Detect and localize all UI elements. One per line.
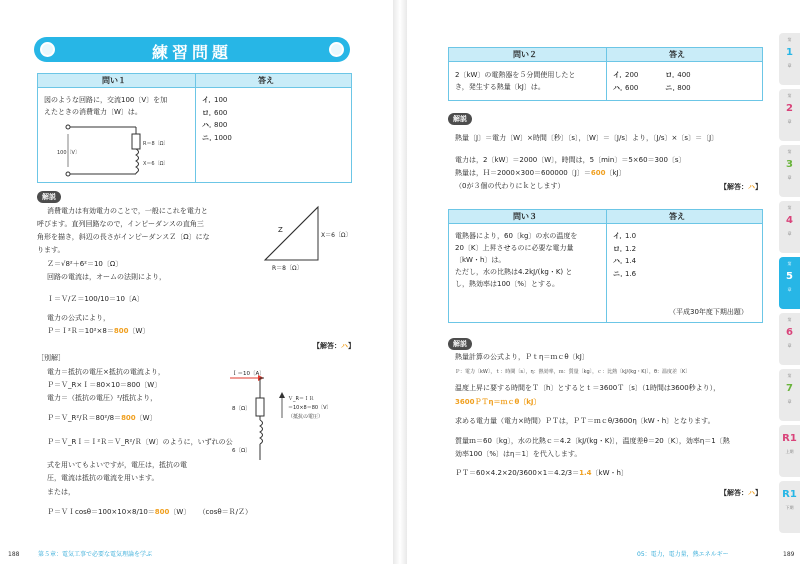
svg-text:8〔Ω〕: 8〔Ω〕: [232, 406, 251, 412]
left-page: 練習問題 問い１ 答え 図のような回路に，交流100〔V〕を加 えたときの消費電力〔W〕は。 100〔V〕 R＝8〔Ω〕 X＝6〔Ω〕 イ．100 ロ．600 ハ．800 ニ．1000 解説 消費電力は有効電力のことで，一般にこれを電力と 呼びます。直列回路なので，インピーダンスの直角三 角形を描き，斜辺の長さがインピーダンスＺ〔Ω〕にな ります。 Z X＝6〔Ω〕 R＝8〔Ω〕 Ｚ＝√8²＋6²＝10〔Ω〕 回路の電流は，オームの法則により， Ｉ＝Ｖ/Ｚ＝100/10＝10〔A〕 電力の公式により， Ｐ＝Ｉ²Ｒ＝10²×8＝800〔W〕 【解答：ハ】 ［別解］ 電力＝抵抗の電圧×抵抗の電流より， Ｐ＝Ｖ_R×Ｉ＝80×10＝800〔W〕 電力＝（抵抗の電圧）²/抵抗より， Ｐ＝Ｖ_R²/Ｒ＝80²/8＝800〔W〕 Ｐ＝Ｖ_RＩ＝Ｉ²Ｒ＝Ｖ_R²/Ｒ〔W〕のように，いずれの公 式を用いてもよいですが，電圧は，抵抗の電 圧，電流は抵抗の電流を用います。 または， Ｐ＝ＶＩcosθ＝100×10×8/10＝800〔W〕 （cosθ＝Ｒ/Ｚ） Ｉ＝10〔A〕 8〔Ω〕 6〔Ω〕 Ｖ_R＝ＩＲ ＝10×8＝80〔V〕 （抵抗の電圧） 188 第５章：電気工事で必要な電気理論を学ぶ: [0, 0, 393, 564]
choice: ハ．800: [202, 121, 228, 129]
question-2-text: 2〔kW〕の電熱器を５分間使用したと き，発生する熱量〔kJ〕は。: [455, 71, 576, 91]
chapter-tab-r1-first-half[interactable]: R1 上期: [779, 425, 800, 477]
svg-text:6〔Ω〕: 6〔Ω〕: [232, 448, 251, 454]
right-page: 問い２ 答え 2〔kW〕の電熱器を５分間使用したと き，発生する熱量〔kJ〕は。 イ．200 ロ．400 ハ．600 ニ．800 解説 熱量〔J〕＝電力〔W〕×時間〔秒〕〔s〕，〔W〕＝〔J/s〕より，〔J/s〕×〔s〕＝〔J〕 電力は，2〔kW〕＝2000〔W〕，時間は，5〔min〕＝5×60＝300〔s〕 熱量は，Ｈ＝2000×300＝600000〔J〕＝600〔kJ〕 （0が３個の代わりにｋとします） 【解答：ハ】 問い３ 答え 電熱器により，60〔kg〕の水の温度を 20〔K〕上昇させるのに必要な電力量 〔kW・h〕は。 ただし，水の比熱は4.2kJ/(kg・K) と し，熱効率は100〔%〕とする。 イ．1.0 ロ．1.2 ハ．1.4 ニ．1.6 （平成30年度下期出題） 解説 熱量計算の公式より，Ｐｔη＝ｍｃθ〔kJ〕 Ｐ：電力〔kW〕，ｔ：時間〔s〕，η：熱効率，ｍ：質量〔kg〕，ｃ：比熱〔kJ/(kg・K)〕，θ：温度差〔K〕 温度上昇に要する時間をＴ〔h〕とするとｔ＝3600Ｔ〔s〕（1時間は3600秒より）， 3600ＰＴη＝ｍｃθ〔kJ〕 求める電力量（電力×時間）ＰＴは，ＰＴ＝ｍｃθ/3600η〔kW・h〕となります。 質量ｍ＝60〔kg〕，水の比熱ｃ＝4.2〔kJ/(kg・K)〕，温度差θ＝20〔K〕，効率η＝1〔熱 効率100〔%〕はη＝1〕を代入します。 ＰＴ＝60×4.2×20/3600×1＝4.2/3＝1.4〔kW・h〕 【解答：ハ】 05：電力，電力量，熱エネルギー 189: [407, 0, 800, 564]
alternate-circuit-diagram: [228, 368, 358, 468]
q1-x-label: X＝6〔Ω〕: [143, 161, 169, 167]
question-3-choices: イ．1.0 ロ．1.2 ハ．1.4 ニ．1.6: [613, 232, 637, 278]
svg-text:Ｉ＝10〔A〕: Ｉ＝10〔A〕: [232, 371, 265, 377]
svg-text:R＝8〔Ω〕: R＝8〔Ω〕: [272, 265, 303, 272]
chapter-tab-2[interactable]: 第 2 章: [779, 89, 800, 141]
chapter-tab-5[interactable]: 第 5 章: [779, 257, 800, 309]
question-1-text: 図のような回路に，交流100〔V〕を加 えたときの消費電力〔W〕は。: [44, 96, 168, 116]
answer-2: 【解答：ハ】: [720, 183, 762, 191]
chapter-tab-4[interactable]: 第 4 章: [779, 201, 800, 253]
question-3-title: 問い３: [513, 212, 537, 221]
footer-left: 第５章：電気工事で必要な電気理論を学ぶ: [38, 551, 153, 558]
q1-voltage-label: 100〔V〕: [57, 150, 80, 156]
answer-3: 【解答：ハ】: [720, 489, 762, 497]
explanation-label: 解説: [448, 113, 472, 125]
answer-header: 答え: [669, 212, 685, 221]
footer-right: 05：電力，電力量，熱エネルギー: [637, 551, 729, 558]
chapter-tab-7[interactable]: 第 7 章: [779, 369, 800, 421]
answer-header: 答え: [669, 50, 685, 59]
explanation-label: 解説: [448, 338, 472, 350]
question-2-box: [448, 47, 763, 101]
question-1-title: 問い１: [102, 76, 126, 85]
q1-r-label: R＝8〔Ω〕: [143, 141, 169, 147]
chapter-tab-r1-second-half[interactable]: R1 下期: [779, 481, 800, 533]
question-3-source: （平成30年度下期出題）: [669, 308, 748, 316]
svg-text:Z: Z: [278, 226, 283, 234]
svg-text:X＝6〔Ω〕: X＝6〔Ω〕: [321, 232, 352, 239]
banner-dot-icon: [329, 42, 344, 57]
question-2-title: 問い２: [513, 50, 537, 59]
explanation-label: 解説: [37, 191, 61, 203]
chapter-tab-6[interactable]: 第 6 章: [779, 313, 800, 365]
svg-text:（抵抗の電圧）: （抵抗の電圧）: [288, 414, 324, 420]
exercise-banner: [34, 37, 350, 62]
alternate-label: ［別解］: [37, 354, 65, 362]
page-number-left: 188: [8, 551, 20, 558]
choice: イ．100: [202, 96, 228, 104]
chapter-tab-1[interactable]: 第 1 章: [779, 33, 800, 85]
answer-header: 答え: [258, 76, 274, 85]
page-number-right: 189: [783, 551, 795, 558]
impedance-triangle-diagram: [250, 205, 360, 273]
question-3-box: [448, 209, 763, 323]
question-3-text: 電熱器により，60〔kg〕の水の温度を 20〔K〕上昇させるのに必要な電力量 〔kW・h〕は。 ただし，水の比熱は4.2kJ/(kg・K) と し，熱効率は100〔%〕とする。: [455, 232, 578, 288]
question-1-box: [37, 73, 352, 183]
q1-circuit-diagram: [56, 122, 188, 180]
answer-1: 【解答：ハ】: [313, 342, 355, 350]
chapter-tab-3[interactable]: 第 3 章: [779, 145, 800, 197]
choice: ニ．1000: [202, 133, 232, 142]
banner-title: 練習問題: [151, 43, 232, 62]
svg-text:＝10×8＝80〔V〕: ＝10×8＝80〔V〕: [288, 405, 332, 411]
question-1-choices: [202, 94, 232, 144]
question-2-choices: イ．200 ロ．400 ハ．600 ニ．800: [613, 71, 691, 92]
svg-text:Ｖ_R＝ＩＲ: Ｖ_R＝ＩＲ: [288, 396, 314, 402]
choice: ロ．600: [202, 108, 228, 117]
